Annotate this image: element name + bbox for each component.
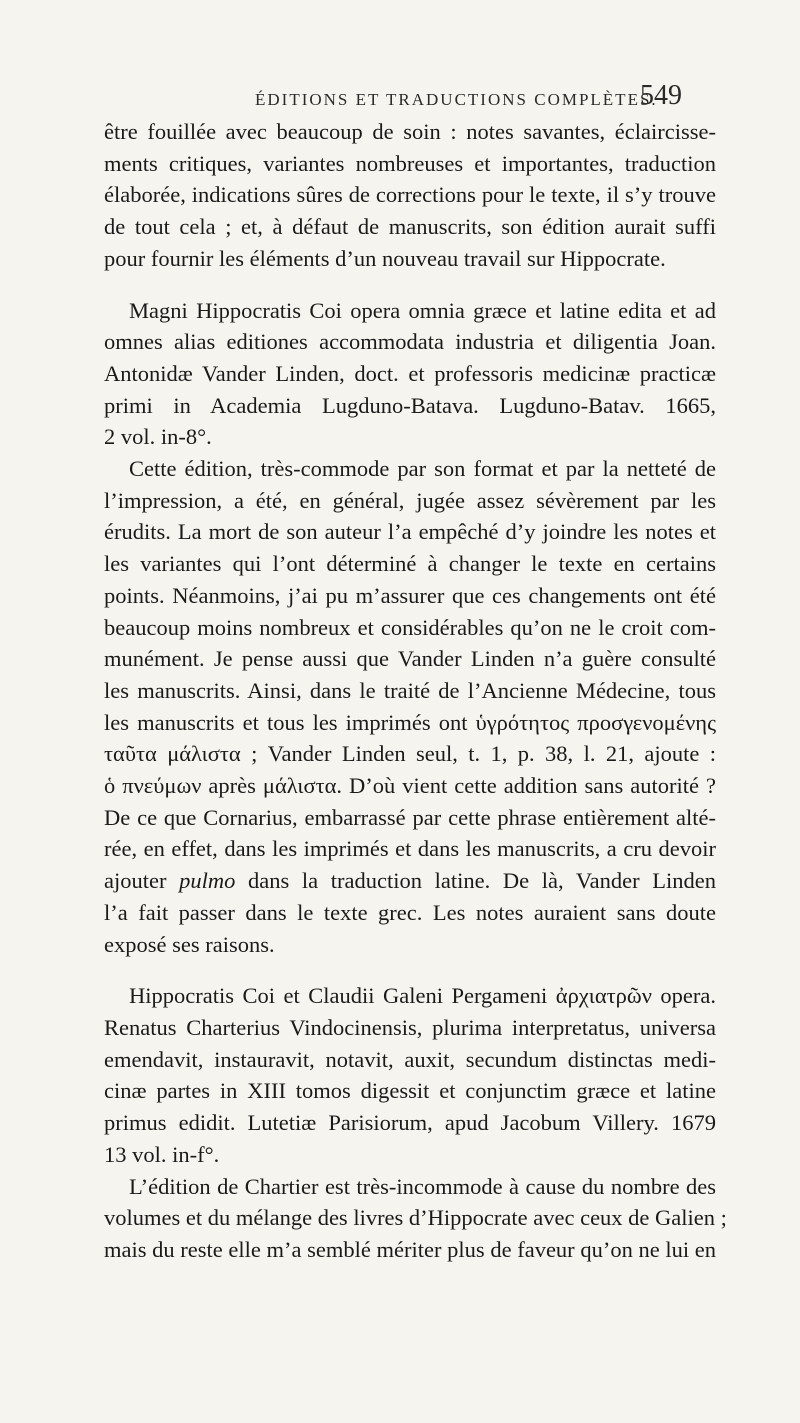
text-line: Hippocratis Coi et Claudii Galeni Pergameni ἀρχιατρῶν opera. [129,983,716,1009]
text-line: être fouillée avec beaucoup de soin : notes savantes, éclaircisse- [104,119,716,144]
text-line: élaborée, indications sûres de corrections pour le texte, il s’y trouve [104,182,716,208]
text-line: L’édition de Chartier est très-incommode à cause du nombre des [129,1173,716,1199]
italic-word-pulmo: pulmo [179,868,236,894]
text-line: primi in Academia Lugduno-Batava. Lugduno-Batav. 1665, [104,392,716,418]
text-line: les variantes qui l’ont déterminé à changer le texte en certains [104,551,716,577]
text-line: ments critiques, variantes nombreuses et importantes, traduction [104,150,716,176]
text-line: les manuscrits. Ainsi, dans le traité de l’Ancienne Médecine, tous [104,677,716,703]
text-line: primus edidit. Lutetiæ Parisiorum, apud Jacobum Villery. 1679 [104,1110,716,1136]
text-line: cinæ partes in XIII tomos digessit et conjunctim græce et latine [104,1078,716,1104]
text-line-with-italic [104,865,716,897]
text-line: De ce que Cornarius, embarrassé par cette phrase entièrement alté- [104,804,716,830]
commentary-chartier [104,1171,727,1266]
text-line: ταῦτα μάλιστα ; Vander Linden seul, t. 1, p. 38, l. 21, ajoute : [104,741,716,767]
text-line: pour fournir les éléments d’un nouveau travail sur Hippocrate. [104,245,666,271]
bibliographic-entry-vander-linden [104,295,716,454]
text-line: Antonidæ Vander Linden, doct. et professoris medicinæ practicæ [104,360,716,386]
text-line: rée, en effet, dans les imprimés et dans les manuscrits, a cru devoir [104,836,716,862]
running-head: ÉDITIONS ET TRADUCTIONS COMPLÈTES. [255,90,658,109]
text-line: exposé ses raisons. [104,931,275,957]
bibliographic-entry-chartier [104,980,716,1170]
page-number: 549 [640,80,682,111]
text-fragment: dans la traduction latine. De là, Vander Linden [235,868,717,894]
text-line: volumes et du mélange des livres d’Hippocrate avec ceux de Galien ; [104,1205,727,1231]
text-line: points. Néanmoins, j’ai pu m’assurer que ces changements ont été [104,582,716,608]
text-line: Magni Hippocratis Coi opera omnia græce et latine edita et ad [129,297,716,323]
text-line: Cette édition, très-commode par son format et par la netteté de [129,456,716,482]
text-line: érudits. La mort de son auteur l’a empêché d’y joindre les notes et [104,519,716,545]
text-line: omnes alias editiones accommodata industria et diligentia Joan. [104,329,716,355]
text-line: de tout cela ; et, à défaut de manuscrits, son édition aurait suffi [104,214,716,240]
text-line: l’impression, a été, en général, jugée assez sévèrement par les [104,487,716,513]
text-line: mais du reste elle m’a semblé mériter plus de faveur qu’on ne lui en [104,1236,716,1262]
commentary-vander-linden [104,453,716,960]
text-line: les manuscrits et tous les imprimés ont ὑγρότητος προσγενομένης [104,709,716,735]
text-line: emendavit, instauravit, notavit, auxit, secundum distinctas medi- [104,1046,716,1072]
paragraph-continuation [104,116,716,275]
text-line: munément. Je pense aussi que Vander Linden n’a guère consulté [104,646,716,672]
text-line: Renatus Charterius Vindocinensis, plurima interpretatus, universa [104,1014,716,1040]
text-line: 13 vol. in-f°. [104,1141,220,1167]
text-line: 2 vol. in-8°. [104,424,212,450]
body-text [104,116,727,1266]
text-line: beaucoup moins nombreux et considérables qu’on ne le croit com- [104,614,716,640]
text-line: l’a fait passer dans le texte grec. Les notes auraient sans doute [104,899,716,925]
text-line: ὁ πνεύμων après μάλιστα. D’où vient cette addition sans autorité ? [104,773,716,799]
text-fragment: ajouter [104,868,180,894]
